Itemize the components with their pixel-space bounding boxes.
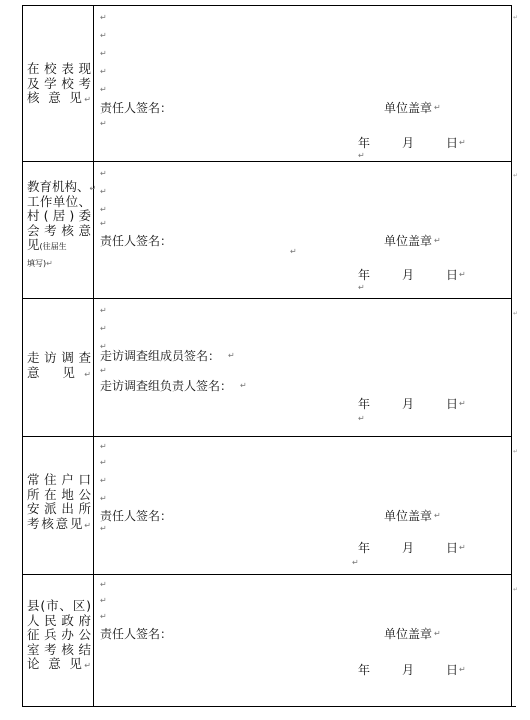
row-end-mark-icon: ↵ [513,14,519,21]
seal-label: 单位盖章 [384,234,433,248]
date-day: 日 [446,268,459,282]
label-line: 教育机构、↵ [27,179,97,194]
seal-label: 单位盖章 [384,627,433,641]
paragraph-mark-icon: ↵ [434,103,441,112]
date-year: 年 [358,136,371,150]
signature-label: 责任人签名： [100,101,173,115]
paragraph-mark-icon: ↵ [358,414,365,423]
label-cell [23,299,94,436]
label-line: 在校表现 [27,61,91,76]
paragraph-mark-icon: ↵ [100,342,107,351]
label-line: 填写)↵ [27,258,53,268]
signature-label: 责任人签名： [100,234,173,248]
paragraph-mark-icon: ↵ [100,524,107,533]
review-opinion-table [22,5,512,707]
label-line: 及学校考 [27,75,91,91]
paragraph-mark-icon: ↵ [459,138,466,147]
signature-label: 责任人签名： [100,627,173,641]
opinion-field[interactable] [94,575,511,706]
paragraph-mark-icon: ↵ [358,283,365,292]
label-line: 核 意 见↵ [27,90,91,105]
paragraph-mark-icon: ↵ [352,558,359,567]
paragraph-mark-icon: ↵ [100,85,107,94]
date-month: 月 [402,541,415,555]
opinion-field[interactable] [94,162,511,298]
paragraph-mark-icon: ↵ [100,119,107,128]
paragraph-mark-icon: ↵ [100,324,107,333]
paragraph-mark-icon: ↵ [459,270,466,279]
paragraph-mark-icon: ↵ [100,306,107,315]
seal-label: 单位盖章 [384,101,433,115]
label-line: 常住户口 [27,472,91,487]
label-line: 论 意 见↵ [27,656,91,671]
paragraph-mark-icon: ↵ [100,169,107,178]
leader-signature-label: 走访调查组负责人签名： [100,379,233,393]
label-cell [23,162,97,298]
paragraph-mark-icon: ↵ [100,580,107,589]
section-label [27,599,91,672]
paragraph-mark-icon: ↵ [434,236,441,245]
paragraph-mark-icon: ↵ [459,665,466,674]
paragraph-mark-icon: ↵ [100,13,107,22]
paragraph-mark-icon: ↵ [434,511,441,520]
section-label [27,62,91,106]
paragraph-mark-icon: ↵ [100,458,107,467]
date-year: 年 [358,541,371,555]
paragraph-mark-icon: ↵ [100,219,107,228]
paragraph-mark-icon: ↵ [240,381,247,390]
date-day: 日 [446,541,459,555]
date-year: 年 [358,268,371,282]
label-line: 村(居)委 [27,208,91,223]
table-corner-mark [510,706,516,707]
paragraph-mark-icon: ↵ [100,187,107,196]
section-conscription-office-conclusion [23,575,511,707]
paragraph-mark-icon: ↵ [228,351,235,360]
paragraph-mark-icon: ↵ [100,205,107,214]
date-month: 月 [402,397,415,411]
label-line: 意 见↵ [27,364,91,380]
paragraph-mark-icon: ↵ [100,612,107,621]
label-line: 征兵办公 [27,627,91,642]
paragraph-mark-icon: ↵ [100,67,107,76]
paragraph-mark-icon: ↵ [459,399,466,408]
section-label [27,351,91,380]
date-year: 年 [358,397,371,411]
opinion-field[interactable] [94,299,511,436]
label-line: 县(市、区) [27,598,91,613]
paragraph-mark-icon: ↵ [100,31,107,40]
row-end-mark-icon: ↵ [513,172,519,179]
paragraph-mark-icon: ↵ [100,494,107,503]
section-school-review [23,6,511,162]
section-police-review [23,437,511,575]
label-line: 安派出所 [27,501,91,516]
row-end-mark-icon: ↵ [513,448,519,455]
paragraph-mark-icon: ↵ [459,543,466,552]
seal-label: 单位盖章 [384,509,433,523]
date-day: 日 [446,663,459,677]
paragraph-mark-icon: ↵ [434,629,441,638]
paragraph-mark-icon: ↵ [100,596,107,605]
label-cell [23,437,94,574]
date-day: 日 [446,136,459,150]
paragraph-mark-icon: ↵ [100,366,107,375]
paragraph-mark-icon: ↵ [358,151,365,160]
label-line: 考核意见↵ [27,515,91,531]
label-line: 见(往届生 [27,237,67,252]
paragraph-mark-icon: ↵ [100,49,107,58]
row-end-mark-icon: ↵ [513,586,519,593]
label-line: 走访调查 [27,350,91,365]
paragraph-mark-icon: ↵ [100,442,107,451]
date-month: 月 [402,268,415,282]
label-line: 工作单位、 [27,193,91,209]
label-line: 人民政府 [27,612,91,628]
signature-label: 责任人签名： [100,509,173,523]
section-label [27,473,91,531]
member-signature-label: 走访调查组成员签名： [100,349,221,363]
section-label [27,179,97,271]
label-line: 所在地公 [27,486,91,502]
label-line: 室考核结 [27,641,91,657]
date-month: 月 [402,663,415,677]
section-visit-survey [23,299,511,437]
section-institution-review [23,162,511,299]
paragraph-mark-icon: ↵ [100,476,107,485]
paragraph-mark-icon: ↵ [290,247,297,256]
date-year: 年 [358,663,371,677]
date-day: 日 [446,397,459,411]
row-end-mark-icon: ↵ [513,310,519,317]
opinion-field[interactable] [94,6,511,161]
label-cell [23,575,94,706]
label-line: 会考核意 [27,222,91,238]
opinion-field[interactable] [94,437,511,574]
date-month: 月 [402,136,415,150]
label-cell [23,6,94,161]
